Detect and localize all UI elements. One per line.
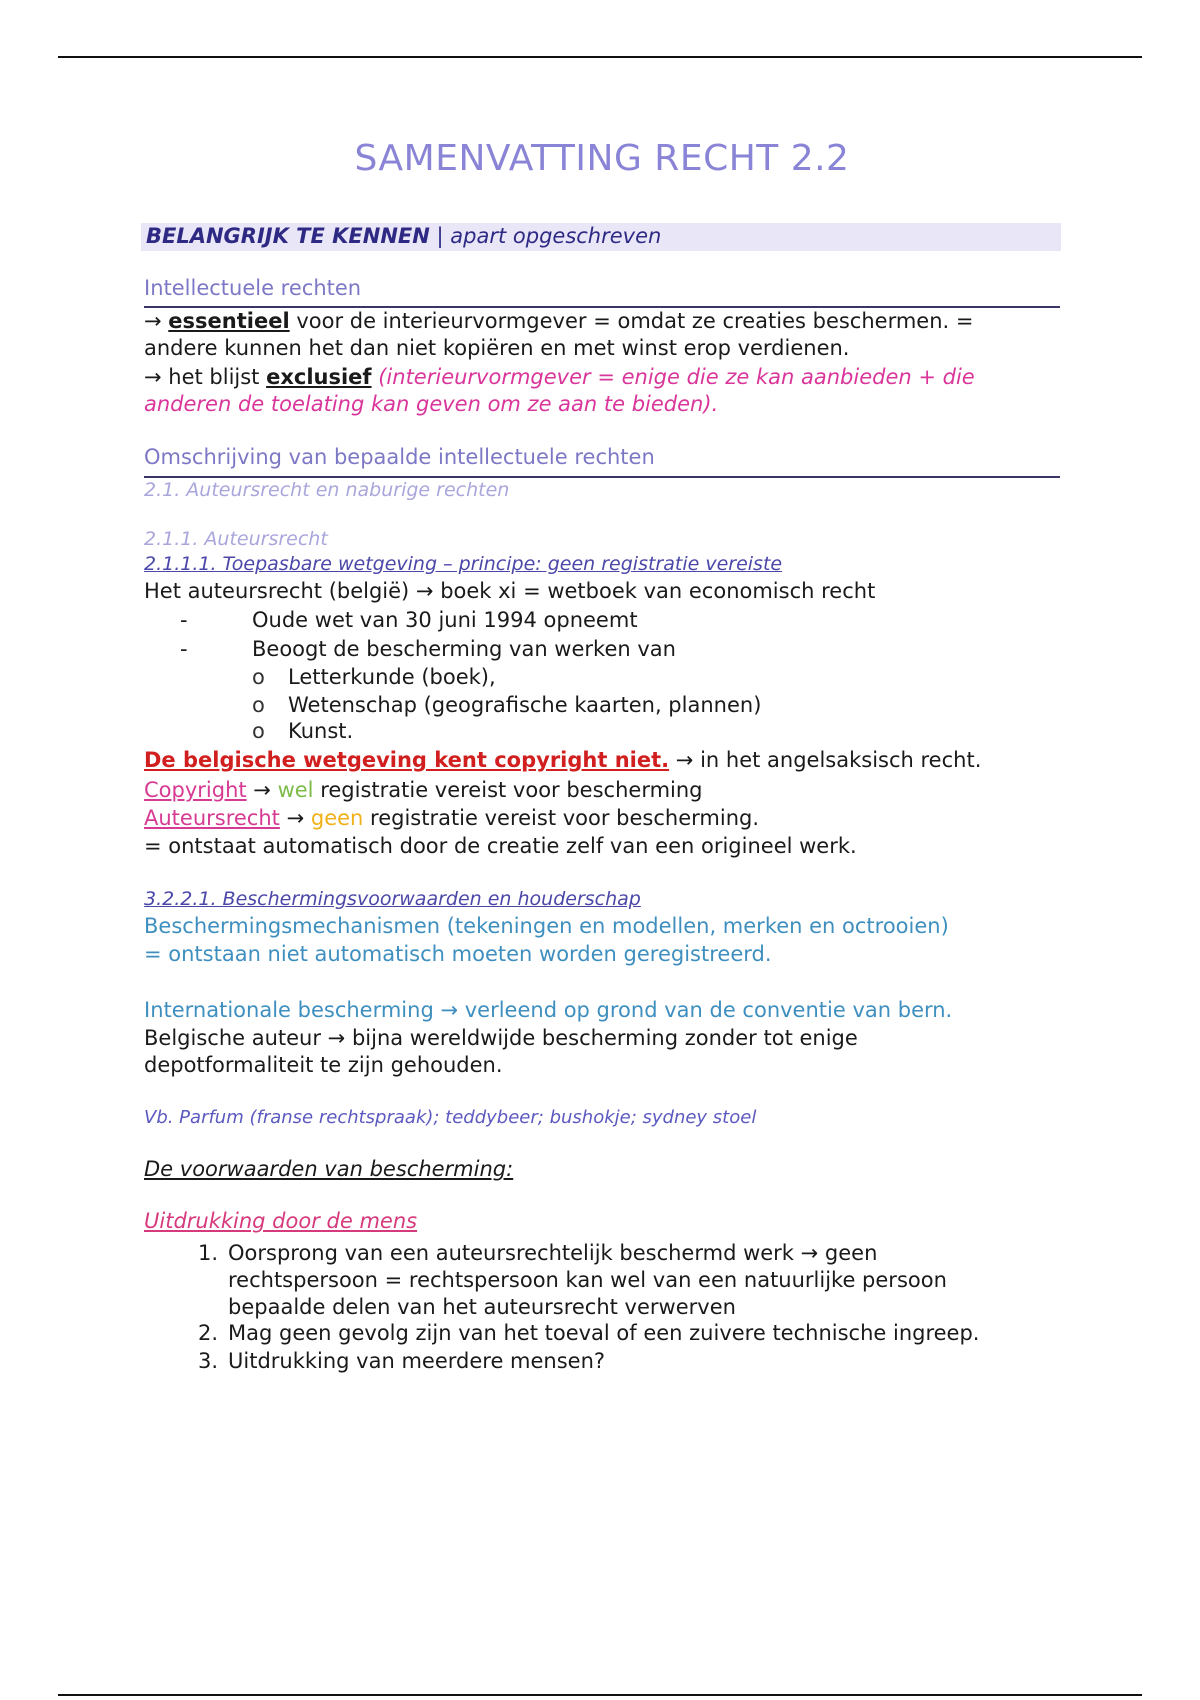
uitdrukking-heading: Uitdrukking door de mens: [144, 1209, 418, 1233]
numbered-item: [180, 1240, 877, 1267]
list-item-text: Beoogt de bescherming van werken van: [252, 637, 676, 661]
list-item: [180, 607, 638, 634]
list-item-text: Wetenschap (geografische kaarten, plannen): [288, 693, 762, 717]
item-text: Oorsprong van een auteursrechtelijk beschermd werk → geen: [228, 1241, 878, 1265]
list-item: [252, 692, 761, 719]
numbered-item-cont: bepaalde delen van het auteursrecht verwerven: [228, 1295, 736, 1319]
top-rule: [58, 56, 1142, 58]
ontstaat-line: = ontstaat automatisch door de creatie zelf van een origineel werk.: [144, 834, 857, 858]
list-item-text: Oude wet van 30 juni 1994 opneemt: [252, 608, 638, 632]
voorwaarden-heading: De voorwaarden van bescherming:: [144, 1157, 514, 1181]
dash-bullet: -: [180, 608, 188, 632]
wel-word: wel: [277, 778, 314, 802]
banner-rest: | apart opgeschreven: [429, 224, 662, 248]
item-number: 3.: [197, 1349, 218, 1373]
item-text: Mag geen gevolg zijn van het toeval of een zuivere technische ingreep.: [228, 1321, 980, 1345]
numbered-item: [180, 1320, 979, 1347]
list-item: [252, 664, 496, 691]
item-number: 2.: [197, 1321, 218, 1345]
text: registratie vereist voor bescherming.: [363, 806, 760, 830]
pink-note-line2: anderen de toelating kan geven om ze aan te bieden).: [144, 392, 719, 416]
circle-bullet: o: [252, 665, 265, 689]
bold-exclusief: exclusief: [266, 365, 372, 389]
list-item-text: Letterkunde (boek),: [288, 665, 496, 689]
geen-word: geen: [310, 806, 364, 830]
belgische-auteur-line: Belgische auteur → bijna wereldwijde bescherming zonder tot enige: [144, 1026, 858, 1050]
copyright-label: Copyright: [144, 778, 247, 802]
teal-line: = ontstaan niet automatisch moeten worden geregistreerd.: [144, 942, 772, 966]
list-item: [252, 718, 353, 745]
numbered-item-cont: rechtspersoon = rechtspersoon kan wel van een natuurlijke persoon: [228, 1268, 947, 1292]
teal-line: Beschermingsmechanismen (tekeningen en modellen, merken en octrooien): [144, 914, 949, 938]
text: → in het angelsaksisch recht.: [669, 748, 982, 772]
banner-bold: BELANGRIJK TE KENNEN: [146, 224, 430, 248]
banner-text: [146, 224, 661, 248]
arrow-text: →: [144, 309, 169, 333]
paragraph-exclusief: [144, 364, 975, 391]
belgische-auteur-line2: depotformaliteit te zijn gehouden.: [144, 1053, 503, 1077]
list-item-text: Kunst.: [288, 719, 354, 743]
bold-essentieel: essentieel: [168, 309, 290, 333]
text: →: [246, 778, 278, 802]
item-number: 1.: [197, 1241, 218, 1265]
list-item: [180, 636, 676, 663]
heading-rule: [144, 476, 1060, 478]
text: →: [279, 806, 311, 830]
copyright-statement: [144, 747, 981, 774]
dash-bullet: -: [180, 637, 188, 661]
example-line: Vb. Parfum (franse rechtspraak); teddybeer; bushokje; sydney stoel: [144, 1107, 757, 1128]
item-text: Uitdrukking van meerdere mensen?: [228, 1349, 606, 1373]
circle-bullet: o: [252, 719, 265, 743]
subheading-auteursrecht: 2.1.1. Auteursrecht: [144, 528, 328, 550]
paragraph-essentieel: [144, 308, 973, 335]
auteursrecht-label: Auteursrecht: [144, 806, 280, 830]
circle-bullet: o: [252, 693, 265, 717]
intro-line: Het auteursrecht (belgië) → boek xi = wetboek van economisch recht: [144, 579, 876, 603]
numbered-item: [180, 1348, 605, 1375]
text: voor de interieurvormgever = omdat ze creaties beschermen. =: [289, 309, 974, 333]
subheading-beschermingsvoorwaarden: 3.2.2.1. Beschermingsvoorwaarden en houderschap: [144, 888, 641, 910]
subheading-auteursrecht-naburige: 2.1. Auteursrecht en naburige rechten: [144, 479, 510, 501]
subheading-toepasbare-wetgeving: 2.1.1.1. Toepasbare wetgeving – principe: geen registratie vereiste: [144, 553, 783, 575]
bottom-rule: [58, 1694, 1142, 1696]
copyright-line: [144, 777, 703, 804]
red-emphasis: De belgische wetgeving kent copyright niet.: [144, 748, 670, 772]
heading-omschrijving: Omschrijving van bepaalde intellectuele rechten: [144, 445, 655, 469]
page-title: SAMENVATTING RECHT 2.2: [354, 138, 850, 179]
text: → het blijst: [144, 365, 267, 389]
text: registratie vereist voor bescherming: [313, 778, 703, 802]
paragraph-essentieel-line2: andere kunnen het dan niet kopiëren en met winst erop verdienen.: [144, 336, 850, 360]
pink-note: (interieurvormgever = enige die ze kan aanbieden + die: [371, 365, 975, 389]
auteursrecht-line: [144, 805, 759, 832]
heading-intellectuele-rechten: Intellectuele rechten: [144, 276, 362, 300]
internationale-bescherming: Internationale bescherming → verleend op grond van de conventie van bern.: [144, 998, 953, 1022]
